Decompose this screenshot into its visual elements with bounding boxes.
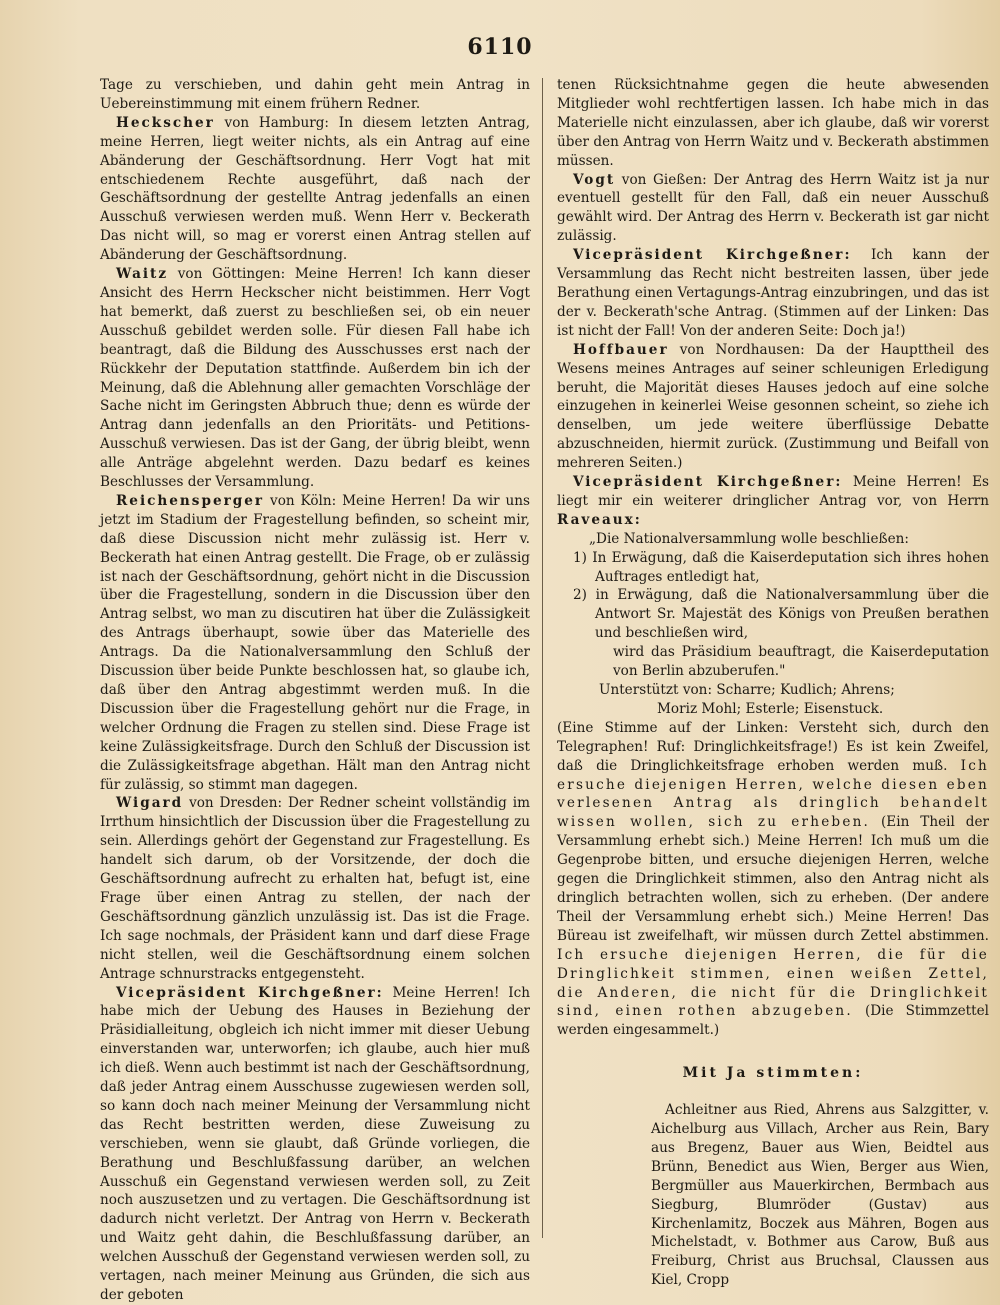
motion-supporters-continued: Moriz Mohl; Esterle; Eisenstuck.	[657, 700, 884, 717]
speaker-name: Hoffbauer	[573, 341, 669, 358]
vote-text: (Eine Stimme auf der Linken: Versteht sich, durch den Telegraphen! Ruf: Dringlichkeitsfrage!) Es ist kein Zweifel, daß die Dringlichkeitsfrage erhoben werden muß.	[557, 719, 989, 774]
vote-request: Ich ersuche diejenigen Herren, die für die Dringlichkeit stimmen, einen weißen Zettel, die Anderen, die nicht für die Dringlichkeit sind, einen rothen abzugeben.	[557, 946, 989, 1020]
speech-text: Meine Herren! Ich kann dieser Ansicht des Herrn Heckscher nicht beistimmen. Herr Vogt hat bemerkt, daß zuerst zu beschließen sei, ob ein neuer Ausschuß gebildet werden solle. Für diesen Fall habe ich beantragt, daß die Bildung des Ausschusses erst nach der Rückkehr der Deputation stattfinde. Außerdem bin ich der Meinung, daß die Ablehnung aller gemachten Vorschläge der Sache nicht im Geringsten Abbruch thue; denn es würde der Antrag dann jedenfalls an den Prioritäts- und Petitions-Ausschuß verwiesen. Das ist der Gang, der übrig bleibt, wenn alle Anträge abgelehnt werden. Dazu bedarf es keines Beschlusses der Versammlung.	[100, 266, 530, 491]
speech-reichensperger	[100, 492, 530, 795]
speaker-name: Reichensperger	[116, 492, 265, 509]
right-column	[557, 76, 989, 1290]
left-column	[100, 76, 530, 1305]
motion-author: Raveaux:	[557, 511, 642, 528]
page-number: 6110	[467, 34, 533, 60]
speaker-name: Vogt	[573, 171, 616, 188]
speech-text: Da der Haupttheil des Wesens meines Antrages auf seiner schleunigen Erledigung beruht, die Majorität dieses Hauses jedoch auf eine solche einzugehen in keinerlei Weise gesonnen scheint, so ziehe ich denselben, um jede weitere überflüssige Debatte abzuschneiden, hiermit zurück. (Zustimmung und Beifall von mehreren Seiten.)	[557, 341, 989, 472]
speech-vogt	[557, 171, 989, 247]
speech-text: In diesem letzten Antrag, meine Herren, liegt weiter nichts, als ein Antrag auf eine Abänderung der Geschäftsordnung. Herr Vogt hat mit entschiedenem Rechte ausgeführt, daß nach der Geschäftsordnung der gestellte Antrag jedenfalls an einen Ausschuß verwiesen werden muß. Wenn Herr v. Beckerath Das nicht will, so mag er vorerst einen Antrag stellen auf Abänderung der Geschäftsordnung.	[100, 114, 530, 264]
motion-resolution: wird das Präsidium beauftragt, die Kaiserdeputation von Berlin abzuberufen."	[613, 644, 989, 680]
speech-vicepresident-2	[557, 246, 989, 341]
vote-procedure	[557, 719, 989, 1040]
speech-hoffbauer	[557, 341, 989, 473]
speaker-name: Vicepräsident Kirchgeßner:	[573, 474, 843, 491]
column-divider	[542, 78, 543, 1238]
speech-heckscher	[100, 114, 530, 265]
speaker-origin: von Gießen:	[621, 171, 707, 188]
speaker-origin: von Dresden:	[189, 795, 283, 812]
speech-text: Der Antrag des Herrn Waitz ist ja nur eventuell gestellt für den Fall, daß ein neuer Ausschuß gewählt wird. Der Antrag des Herrn v. Beckerath ist gar nicht zulässig.	[557, 171, 989, 245]
vote-text: (Ein Theil der Versammlung erhebt sich.) Meine Herren! Ich muß um die Gegenprobe bitten, und ersuche diejenigen Herren, welche gegen die Dringlichkeit stimmen, also den Antrag nicht als dringlich betrachten wollen, sich zu erheben. (Der andere Theil der Versammlung erhebt sich.) Meine Herren! Das Büreau ist zweifelhaft, wir müssen durch Zettel abstimmen.	[557, 814, 989, 944]
speaker-name: Heckscher	[116, 114, 215, 131]
speech-vicepresident-1	[100, 984, 530, 1305]
motion-supporters: Unterstützt von: Scharre; Kudlich; Ahrens;	[599, 682, 895, 698]
motion-item: 1) In Erwägung, daß die Kaiserdeputation sich ihres hohen Auftrages entledigt hat,	[573, 549, 989, 585]
speaker-origin: von Nordhausen:	[679, 341, 805, 358]
paragraph-continuation: Tage zu verschieben, und dahin geht mein Antrag in Uebereinstimmung mit einem frühern Redner.	[100, 77, 530, 112]
vote-request: Ich ersuche diejenigen Herren, welche diesen eben verlesenen Antrag als dringlich behandelt wissen wollen, sich zu erheben.	[557, 757, 989, 831]
speaker-origin: von Köln:	[270, 492, 337, 509]
motion-intro: „Die Nationalversammlung wolle beschließen:	[589, 530, 909, 547]
speaker-name: Wigard	[116, 795, 184, 812]
speech-text: Meine Herren! Ich habe mich der Uebung des Hauses in Beziehung der Präsidialleitung, obgleich ich nicht immer mit dieser Uebung einverstanden war, unterworfen; ich glaube, auch hier muß ich dieß. Wenn auch bestimmt ist nach der Geschäftsordnung, daß jeder Antrag einem Ausschusse zugewiesen werden soll, so kann doch nach meiner Meinung der Versammlung nicht das Recht bestritten werden, diese Zuweisung zu verschieben, wenn sie glaubt, daß Gründe vorliegen, die Berathung und Beschlußfassung darüber, an welchen Ausschuß ein Gegenstand verwiesen werden soll, zu Zeit noch auszusetzen und zu vertagen. Die Geschäftsordnung ist dadurch nicht verletzt. Der Antrag von Herrn v. Beckerath und Waitz geht dahin, die Beschlußfassung darüber, an welchen Ausschuß der Gegenstand verwiesen werden soll, zu vertagen, nach meiner Meinung aus Gründen, die sich aus der geboten	[100, 984, 531, 1303]
yes-votes-heading: Mit Ja stimmten:	[682, 1065, 864, 1082]
speaker-origin: von Hamburg:	[224, 114, 329, 131]
speech-vicepresident-3	[557, 473, 989, 530]
speech-waitz	[100, 265, 530, 492]
speech-text: Ich kann der Versammlung das Recht nicht bestreiten lassen, über jede Berathung einen Vertagungs-Antrag einzubringen, und das ist der v. Beckerath'sche Antrag. (Stimmen auf der Linken: Das ist nicht der Fall! Von der anderen Seite: Doch ja!)	[557, 247, 990, 339]
paragraph-continuation: tenen Rücksichtnahme gegen die heute abwesenden Mitglieder wohl rechtfertigen lassen. Ich habe mich in das Materielle nicht einzulassen, aber ich glaube, daß wir vorerst über den Antrag von Herrn Waitz und v. Beckerath abstimmen müssen.	[557, 77, 989, 169]
speaker-name: Vicepräsident Kirchgeßner:	[116, 984, 384, 1001]
speech-text: Meine Herren! Es liegt mir ein weiterer dringlicher Antrag vor, von Herrn	[557, 474, 989, 509]
speaker-name: Vicepräsident Kirchgeßner:	[573, 247, 852, 264]
speech-text: Meine Herren! Da wir uns jetzt im Stadium der Fragestellung befinden, so scheint mir, daß diese Discussion nicht mehr zulässig ist. Herr v. Beckerath hat einen Antrag gestellt. Die Frage, ob er zulässig ist nach der Geschäftsordnung, gehört nicht in die Discussion über die Fragestellung, sondern in die Discussion über den Antrag selbst, wo man zu discutiren hat über die Zulässigkeit des Antrags überhaupt, sowie über das Materielle des Antrags. Da die Nationalversammlung den Schluß der Discussion über beide Punkte beschlossen hat, so glaube ich, daß über den Antrag abgestimmt werden muß. In die Discussion über die Fragestellung gehört nur die Frage, in welcher Ordnung die Fragen zu stellen sind. Diese Frage ist keine Zulässigkeitsfrage. Durch den Schluß der Discussion ist die Zulässigkeitsfrage abgethan. Hält man den Antrag nicht für zulässig, so stimmt man dagegen.	[100, 492, 530, 793]
speech-wigard	[100, 794, 530, 983]
motion-item: 2) in Erwägung, daß die Nationalversammlung über die Antwort Sr. Majestät des Königs von Preußen berathen und beschließen wird,	[573, 587, 989, 642]
speaker-origin: von Göttingen:	[177, 266, 286, 283]
speech-text: Der Redner scheint vollständig im Irrthum hinsichtlich der Discussion über die Fragestellung zu sein. Allerdings gehört der Gegenstand zur Fragestellung. Es handelt sich darum, ob der Vorsitzende, der doch die Geschäftsordnung aufrecht zu erhalten hat, befugt ist, eine Frage über einen Antrag zu stellen, der nach der Geschäftsordnung gänzlich unzulässig ist. Das ist die Frage. Ich sage nochmals, der Präsident kann und darf diese Frage nicht stellen, weil die Geschäftsordnung einem solchen Antrage schnurstracks entgegensteht.	[100, 795, 530, 982]
vote-text: (Die Stimmzettel werden eingesammelt.)	[557, 1003, 989, 1039]
speaker-name: Waitz	[116, 266, 169, 283]
yes-votes-names: Achleitner aus Ried, Ahrens aus Salzgitter, v. Aichelburg aus Villach, Archer aus Rein, Bary aus Bregenz, Bauer aus Wien, Beidtel aus Brünn, Benedict aus Wien, Berger aus Wien, Bergmüller aus Mauerkirchen, Bermbach aus Siegburg, Blumröder (Gustav) aus Kirchenlamitz, Boczek aus Mähren, Bogen aus Michelstadt, v. Bothmer aus Carow, Buß aus Freiburg, Christ aus Bruchsal, Claussen aus Kiel, Cropp	[651, 1102, 989, 1289]
